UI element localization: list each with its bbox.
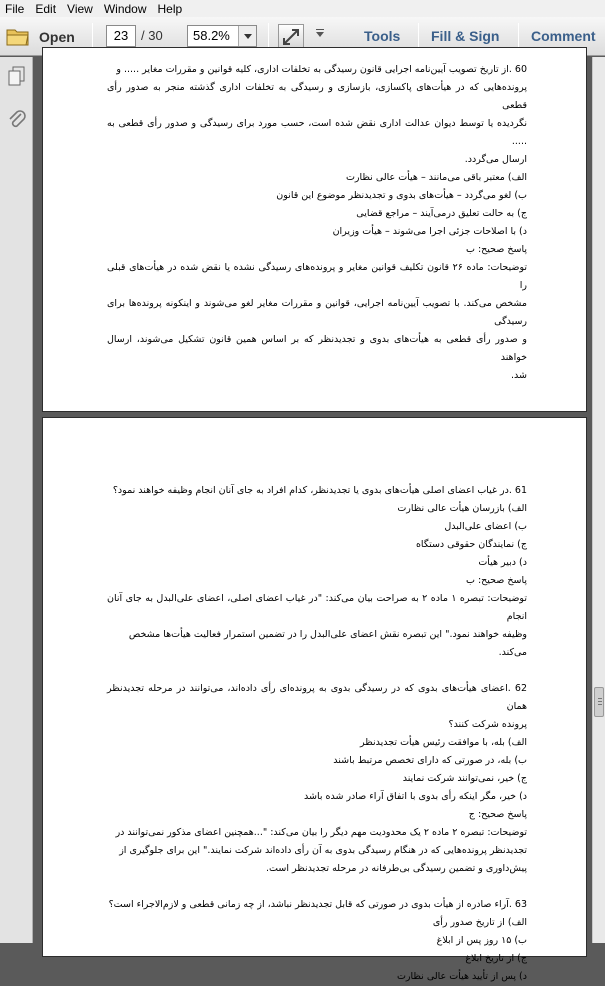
text-line: د) با اصلاحات جزئی اجرا می‌شوند – هیأت وزیران [332,226,527,237]
menu-bar [0,0,605,17]
zoom-select[interactable] [187,25,257,47]
text-line: الف) از تاریخ صدور رأی [432,917,527,928]
pages-icon[interactable] [6,65,28,87]
toolbar-more-icon[interactable] [316,32,324,37]
pdf-page [42,417,587,982]
menu-window[interactable]: Window [103,1,147,16]
text-line: نگردیده یا توسط دیوان عدالت اداری نقض شده است، حسب مورد برای رسیدگی و صدور رأی قطعی به ..... [107,118,527,147]
open-button[interactable] [6,25,75,49]
text-line: د) دبیر هیأت [478,557,527,568]
menu-view[interactable]: View [67,1,93,16]
text-line: پاسخ صحیح: ب [465,244,527,255]
grip-line [598,698,602,699]
text-line: تجدیدنظر پرونده‌هایی که در هنگام رسیدگی بدوی به آن رأی داده‌اند شرکت نمایند." این برای جلوگیری از [119,845,527,856]
chevron-down-icon[interactable] [238,26,256,46]
toolbar-more-line [316,29,324,30]
text-line: وظیفه خواهند نمود." این تبصره نقش اعضای علی‌البدل را در تضمین استمرار فعالیت هیأت‌ها مشخص می‌کند. [128,629,527,658]
menu-help[interactable]: Help [157,1,183,16]
text-line: ج) خیر، نمی‌توانند شرکت نمایند [402,773,527,784]
text-line: ب) ۱۵ روز پس از ابلاغ [436,935,527,946]
text-line: ب) اعضای علی‌البدل [444,521,527,532]
text-line: و صدور رأی قطعی به هیأت‌های بدوی و تجدیدنظر که بر اساس همین قانون تشکیل می‌شوند، ارسال خواهند [107,334,527,363]
text-line: ب) بله، در صورتی که دارای تخصص مرتبط باشند [333,755,527,766]
text-line: ج) از تاریخ ابلاغ [465,953,527,964]
page-text [107,61,527,385]
tools-tab[interactable]: Tools [364,28,401,44]
menu-edit[interactable]: Edit [35,1,57,16]
text-line: ج) نمایندگان حقوقی دستگاه [415,539,527,550]
text-line: ج) به حالت تعلیق درمی‌آیند – مراجع قضایی [356,208,527,219]
vertical-scrollbar[interactable] [592,57,605,943]
text-line: د) خیر، مگر اینکه رأی بدوی با اتفاق آراء صادر شده باشد [304,791,527,802]
text-line: ارسال می‌گردد. [464,154,527,165]
text-line: الف) بله، با موافقت رئیس هیأت تجدیدنظر [360,737,527,748]
question-text: 60 .از تاریخ تصویب آیین‌نامه اجرایی قانون رسیدگی به تخلفات اداری، کلیه قوانین و مقررات مغایر ..... و [116,64,527,75]
open-label: Open [39,29,75,45]
page-text [107,482,527,986]
text-line: توضیحات: تبصره ۲ ماده ۲ یک محدودیت مهم دیگر را بیان می‌کند: "...همچنین اعضای مذکور نمی‌توانند در [115,827,527,838]
text-line: پرونده شرکت کنند؟ [448,719,527,730]
paragraph-gap [107,662,527,680]
text-line: ب) لغو می‌گردد – هیأت‌های بدوی و تجدیدنظر موضوع این قانون [276,190,527,201]
scrollbar-thumb[interactable] [594,687,604,717]
question-text: 63 .آراء صادره از هیأت بدوی در صورتی که قابل تجدیدنظر نباشد، از چه زمانی قطعی و لازم‌الاجراء است؟ [108,899,527,910]
text-line: د) پس از تأیید هیأت عالی نظارت [396,971,527,982]
text-line: مشخص می‌کند. با تصویب آیین‌نامه اجرایی، قوانین و مقررات مغایر لغو می‌شوند و اینکونه پرونده‌ها برای رسیدگی [107,298,527,327]
question-text: 62 .اعضای هیأت‌های بدوی که در رسیدگی بدوی به پرونده‌ای رأی داده‌اند، می‌توانند در مرحله تجدیدنظر همان [107,683,527,712]
pdf-page [42,47,587,412]
fit-page-button[interactable] [278,24,304,49]
text-line: الف) بازرسان هیأت عالی نظارت [397,503,527,514]
menu-file[interactable]: File [5,1,25,16]
fill-sign-tab[interactable]: Fill & Sign [431,28,500,44]
expand-icon [282,28,300,46]
grip-line [598,704,602,705]
document-viewport[interactable] [34,57,592,982]
text-line: توضیحات: ماده ۲۶ قانون تکلیف قوانین مغایر و پرونده‌های رسیدگی نشده یا نقض شده در هیأت‌های قبلی را [107,262,528,291]
text-line: الف) معتبر باقی می‌مانند – هیأت عالی نظارت [345,172,527,183]
text-line: پیش‌داوری و تضمین رسیدگی بی‌طرفانه در مرحله تجدیدنظر است. [266,863,527,874]
grip-line [598,701,602,702]
page-number-input[interactable]: 23 [106,25,136,47]
zoom-value: 58.2% [193,28,230,43]
text-line: توضیحات: تبصره ۱ ماده ۲ به صراحت بیان می‌کند: "در غیاب اعضای اصلی، اعضای علی‌البدل به جای آنان انجام [107,593,527,622]
text-line: شد. [511,370,527,381]
text-line: پاسخ صحیح: ج [468,809,527,820]
attachment-icon[interactable] [6,109,28,131]
folder-icon [6,27,30,47]
page-total: / 30 [141,28,163,43]
navigation-panel [0,57,33,943]
text-line: پرونده‌هایی که در هیأت‌های پاکسازی، بازسازی و رسیدگی به تخلفات اداری گذشته منجر به صدور رأی قطعی [107,82,527,111]
text-line: پاسخ صحیح: ب [465,575,527,586]
question-text: 61 .در غیاب اعضای اصلی هیأت‌های بدوی یا تجدیدنظر، کدام افراد به جای آنان انجام وظیفه خواهند نمود؟ [112,485,527,496]
comment-tab[interactable]: Comment [531,28,596,44]
paragraph-gap [107,878,527,896]
